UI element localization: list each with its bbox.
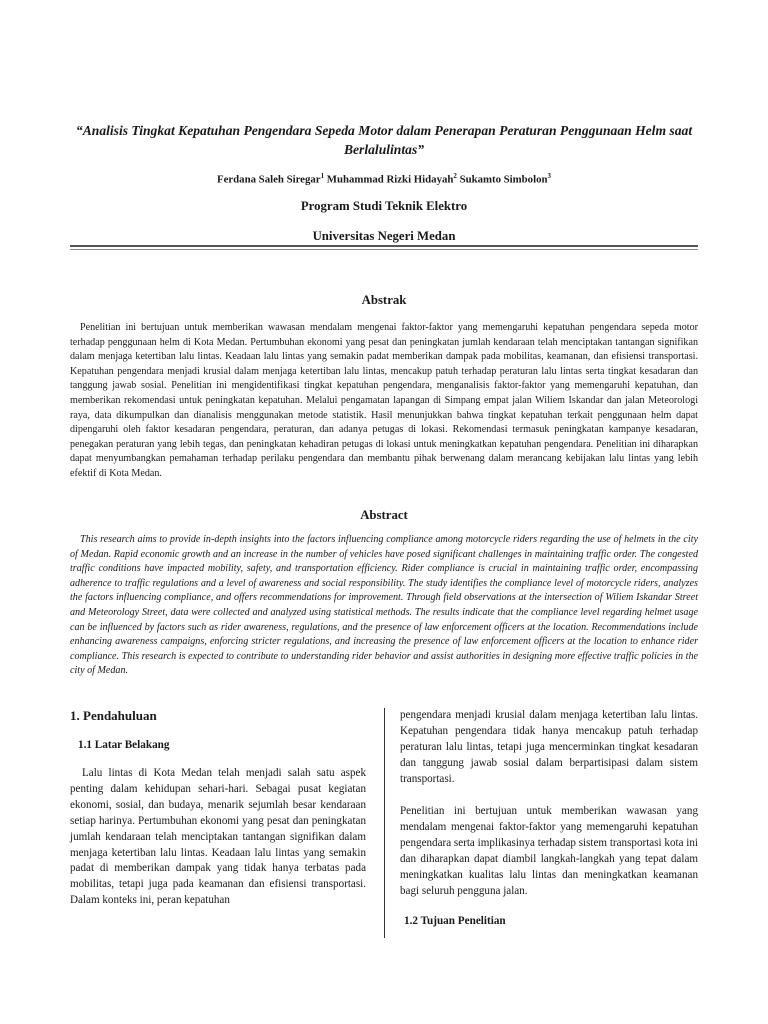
author-affiliation-marker: 2 [453, 172, 457, 180]
subsection-heading-research-objective: 1.2 Tujuan Penelitian [404, 915, 506, 927]
abstract-text: This research aims to provide in-depth insights into the factors influencing compliance among motorcycle riders regarding the use of helmets in the city of Medan. Rapid economic growth and an increase in the number of vehicles have posed significant challenges in maintaining traffic order. The congested traffic conditions have impacted mobility, safety, and transportation efficiency. Rider compliance is crucial in maintaining traffic order, encompassing adherence to traffic regulations and a level of awareness and social responsibility. The study identifies the compliance level of motorcycle riders, analyzes the factors influencing compliance, and offers recommendations for improvement. Through field observations at the intersection of Wiliem Iskandar Street and Meteorology Street, data were collected and analyzed using statistical methods. The results indicate that the compliance level regarding helmet usage can be influenced by factors such as rider awareness, regulations, and the presence of law enforcement officers at the location. Recommendations include enhancing awareness campaigns, enforcing stricter regulations, and increasing the presence of law enforcement officers at the location to enhance rider compliance. This research is expected to contribute to understanding rider behavior and assist authorities in designing more effective traffic policies in the city of Medan. [70, 534, 698, 677]
author-name: Muhammad Rizki Hidayah [326, 173, 454, 186]
header-divider [70, 245, 698, 247]
subsection-heading-background: 1.1 Latar Belakang [78, 739, 170, 751]
study-program: Program Studi Teknik Elektro [300, 199, 468, 213]
background-paragraph-continued: pengendara menjadi krusial dalam menjaga ketertiban lalu lintas. Kepatuhan pengendara tidak hanya mencakup patuh terhadap peraturan lalu lintas, tetapi juga mencerminkan tingkat kesadaran dan tanggung jawab sosial dalam berpartisipasi dalam sistem transportasi. [400, 709, 698, 785]
author-list [70, 169, 698, 187]
background-paragraph: Lalu lintas di Kota Medan telah menjadi salah satu aspek penting dalam kehidupan sehari-hari. Sebagai pusat kegiatan ekonomi, sosial, dan budaya, menarik sejumlah besar kendaraan setiap harinya. Pertumbuhan ekonomi yang pesat dan peningkatan jumlah kendaraan telah menciptakan tantangan signifikan dalam menjaga ketertiban lalu lintas. Keadaan lalu lintas yang semakin padat di memberikan dampak yang tidak hanya terbatas pada mobilitas, tetapi juga pada keamanan dan efisiensi transportasi. Dalam konteks ini, peran kepatuhan [70, 767, 366, 907]
research-purpose-paragraph: Penelitian ini bertujuan untuk memberikan wawasan yang mendalam mengenai faktor-faktor yang memengaruhi kepatuhan pengendara serta implikasinya terhadap sistem transportasi kota ini dan diharapkan dapat diambil langkah-langkah yang tepat dalam meningkatkan kualitas lalu lintas dan meningkatkan keamanan bagi seluruh pengguna jalan. [400, 805, 698, 897]
paper-title: “Analisis Tingkat Kepatuhan Pengendara Sepeda Motor dalam Penerapan Peraturan Penggunaan Helm saat Berlalulintas” [75, 123, 693, 157]
university-name: Universitas Negeri Medan [312, 229, 456, 243]
abstrak-heading: Abstrak [361, 293, 407, 307]
column-divider [384, 708, 385, 938]
section-heading-introduction: 1. Pendahuluan [70, 708, 157, 723]
abstrak-text: Penelitian ini bertujuan untuk memberikan wawasan mendalam mengenai faktor-faktor yang memengaruhi kepatuhan pengendara sepeda motor terhadap penggunaan helm di Kota Medan. Pertumbuhan ekonomi yang pesat dan peningkatan jumlah kendaraan telah menciptakan tantangan signifikan dalam menjaga ketertiban lalu lintas. Keadaan lalu lintas yang semakin padat memberikan dampak pada mobilitas, keamanan, dan efisiensi transportasi. Kepatuhan pengendara menjadi krusial dalam menjaga ketertiban lalu lintas, mencakup patuh terhadap peraturan lalu lintas serta tingkat kesadaran dan tanggung jawab sosial. Penelitian ini mengidentifikasi tingkat kepatuhan pengendara, menganalisis faktor-faktor yang memengaruhi kepatuhan, dan memberikan rekomendasi untuk peningkatan kepatuhan. Melalui pengamatan lapangan di Simpang empat jalan Wiliem Iskandar dan jalan Meteorologi raya, data dikumpulkan dan dianalisis menggunakan metode statistik. Hasil menunjukkan bahwa tingkat kepatuhan terkait penggunaan helm dapat dipengaruhi oleh faktor kesadaran pengendara, peraturan, dan adanya petugas di lokasi. Rekomendasi termasuk peningkatan kampanye kesadaran, penegakan peraturan yang lebih tegas, dan peningkatan kehadiran petugas di lokasi untuk meningkatkan kepatuhan pengendara. Penelitian ini diharapkan dapat menyumbangkan pemahaman terhadap perilaku pengendara dan membantu pihak berwenang dalam merancang kebijakan lalu lintas yang lebih efektif di Kota Medan. [70, 322, 698, 479]
author-name: Ferdana Saleh Siregar [217, 173, 321, 186]
abstract-heading: Abstract [360, 508, 408, 522]
header-divider-thin [70, 249, 698, 250]
author-affiliation-marker: 1 [320, 172, 325, 180]
author-name: Sukamto Simbolon [459, 173, 548, 186]
author-affiliation-marker: 3 [547, 172, 551, 180]
